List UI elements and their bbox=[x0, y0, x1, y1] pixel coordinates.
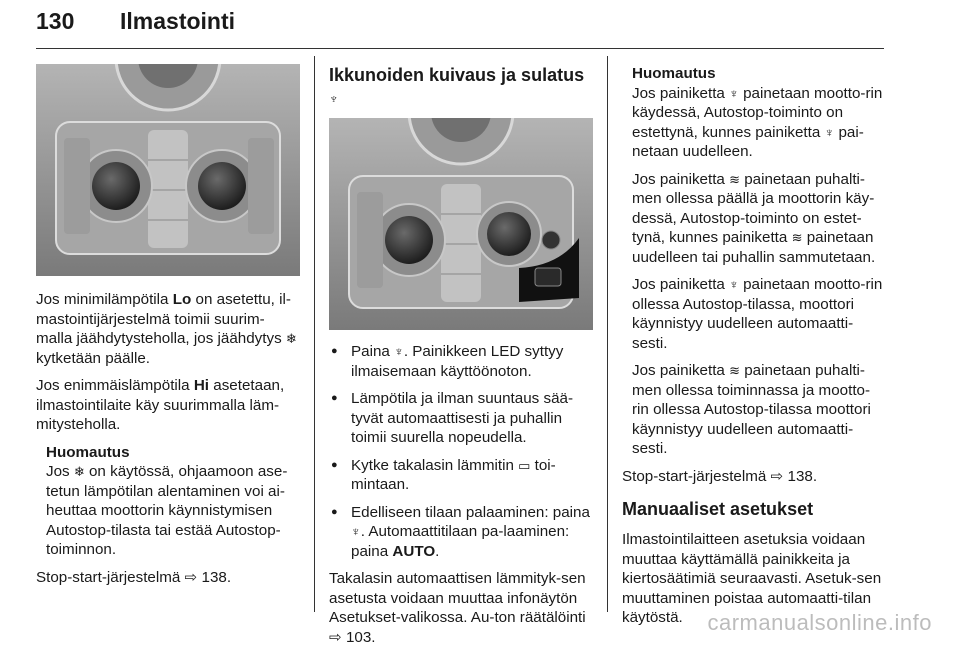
defrost-controls-photo bbox=[329, 118, 593, 330]
defrost-icon: ♆ bbox=[824, 124, 835, 140]
column-3 bbox=[622, 64, 884, 636]
watermark: carmanualsonline.info bbox=[707, 610, 932, 635]
list-item: ● Edelliseen tilaan palaaminen: paina ♆. Automaattitilaan pa-laaminen: paina AUTO. bbox=[329, 503, 593, 562]
defrost-icon: ♆ bbox=[394, 344, 404, 359]
header-divider bbox=[36, 48, 884, 49]
column-divider-2 bbox=[607, 56, 608, 612]
defrost-steps-list bbox=[329, 342, 593, 561]
reference-arrow-icon: ⇨ bbox=[184, 568, 198, 586]
lo-paragraph: Jos minimilämpötila Lo on asetettu, il-mastointijärjestelmä toimii suurim-malla jäähdytysteholla, jos jäähdytys ❄ kytketään päälle. bbox=[36, 291, 297, 367]
fan-icon: ≋ bbox=[729, 171, 740, 187]
hi-paragraph: Jos enimmäislämpötila Hi asetetaan, ilmastointilaite käy suurimmalla läm-mitysteholla. bbox=[36, 377, 285, 433]
list-item: ● Paina ♆. Painikkeen LED syttyy ilmaisemaan käyttöönoton. bbox=[329, 342, 593, 381]
manual-settings-heading: Manuaaliset asetukset bbox=[622, 499, 814, 519]
page-number: 130 bbox=[36, 8, 75, 34]
reference-arrow-icon: ⇨ bbox=[329, 628, 342, 646]
list-item: ● Lämpötila ja ilman suuntaus sää-tyvät automaattisesti ja puhallin toimii suurella nopeudella. bbox=[329, 389, 593, 448]
defrost-heading: Ikkunoiden kuivaus ja sulatus ♆ bbox=[329, 65, 585, 106]
rear-window-heating-icon: ▭ bbox=[518, 457, 531, 473]
note-heading: Huomautus bbox=[46, 443, 130, 461]
stop-start-reference[interactable]: Stop-start-järjestelmä ⇨ 138. bbox=[622, 467, 818, 485]
list-item: ● Kytke takalasin lämmitin ▭ toi-mintaan. bbox=[329, 456, 593, 495]
column-divider-1 bbox=[314, 56, 315, 612]
fan-icon: ≋ bbox=[791, 230, 803, 245]
defrost-icon: ♆ bbox=[329, 91, 339, 106]
stop-start-reference[interactable]: Stop-start-järjestelmä ⇨ 138. bbox=[36, 568, 232, 586]
column-1 bbox=[36, 64, 300, 595]
manual-settings-paragraph: Ilmastointilaitteen asetuksia voidaan muuttaa käyttämällä painikkeita ja kiertosäätimiä seuraavasti. Asetuk-sen muuttaminen poistaa automaatti-tilan käytöstä. bbox=[622, 531, 882, 626]
note-box: Huomautus Jos ❄ on käytössä, ohjaamoon ase-tetun lämpötilan alentaminen voi ai-heuttaa moottorin käynnistymisen Autostop-tilasta tai estää Autostop-toiminnon. bbox=[46, 443, 288, 558]
defrost-icon: ♆ bbox=[351, 524, 361, 539]
note-heading: Huomautus bbox=[632, 65, 716, 82]
reference-arrow-icon: ⇨ bbox=[770, 467, 784, 485]
fan-icon: ≋ bbox=[729, 363, 740, 378]
note-box: Huomautus Jos painiketta ♆ painetaan mootto-rin käydessä, Autostop-toiminto on estettynä, kunnes painiketta ♆ pai-netaan uudelleen. Jos painiketta ≋ painetaan puhalti-men ollessa päällä ja moottorin käy-dessä, Autostop-toiminto on estet-tynä, kunnes painiketta ≋ painetaan uudelleen tai puhallin sammutetaan. Jos painiketta ♆ painetaan mootto-rin ollessa Autostop-tilassa, moottori käynnistyy uudelleen automaatti-sesti. Jos painiketta ≋ painetaan puhalti-men ollessa toiminnassa ja mootto-rin ollessa Autostop-tilassa moottori käynnistyy uudelleen automaatti-sesti. bbox=[632, 65, 883, 457]
rear-heating-paragraph: Takalasin automaattisen lämmityk-sen asetusta voidaan muuttaa infonäytön Asetukset-valikossa. Au-ton räätälöinti ⇨ 103. bbox=[329, 570, 586, 646]
column-2 bbox=[329, 64, 593, 655]
defrost-icon: ♆ bbox=[729, 277, 739, 292]
chapter-title: Ilmastointi bbox=[120, 8, 236, 34]
defrost-icon: ♆ bbox=[729, 85, 739, 101]
snowflake-icon: ❄ bbox=[73, 464, 85, 479]
climate-control-photo bbox=[36, 64, 300, 276]
snowflake-icon: ❄ bbox=[285, 331, 297, 346]
page-header bbox=[36, 8, 884, 48]
